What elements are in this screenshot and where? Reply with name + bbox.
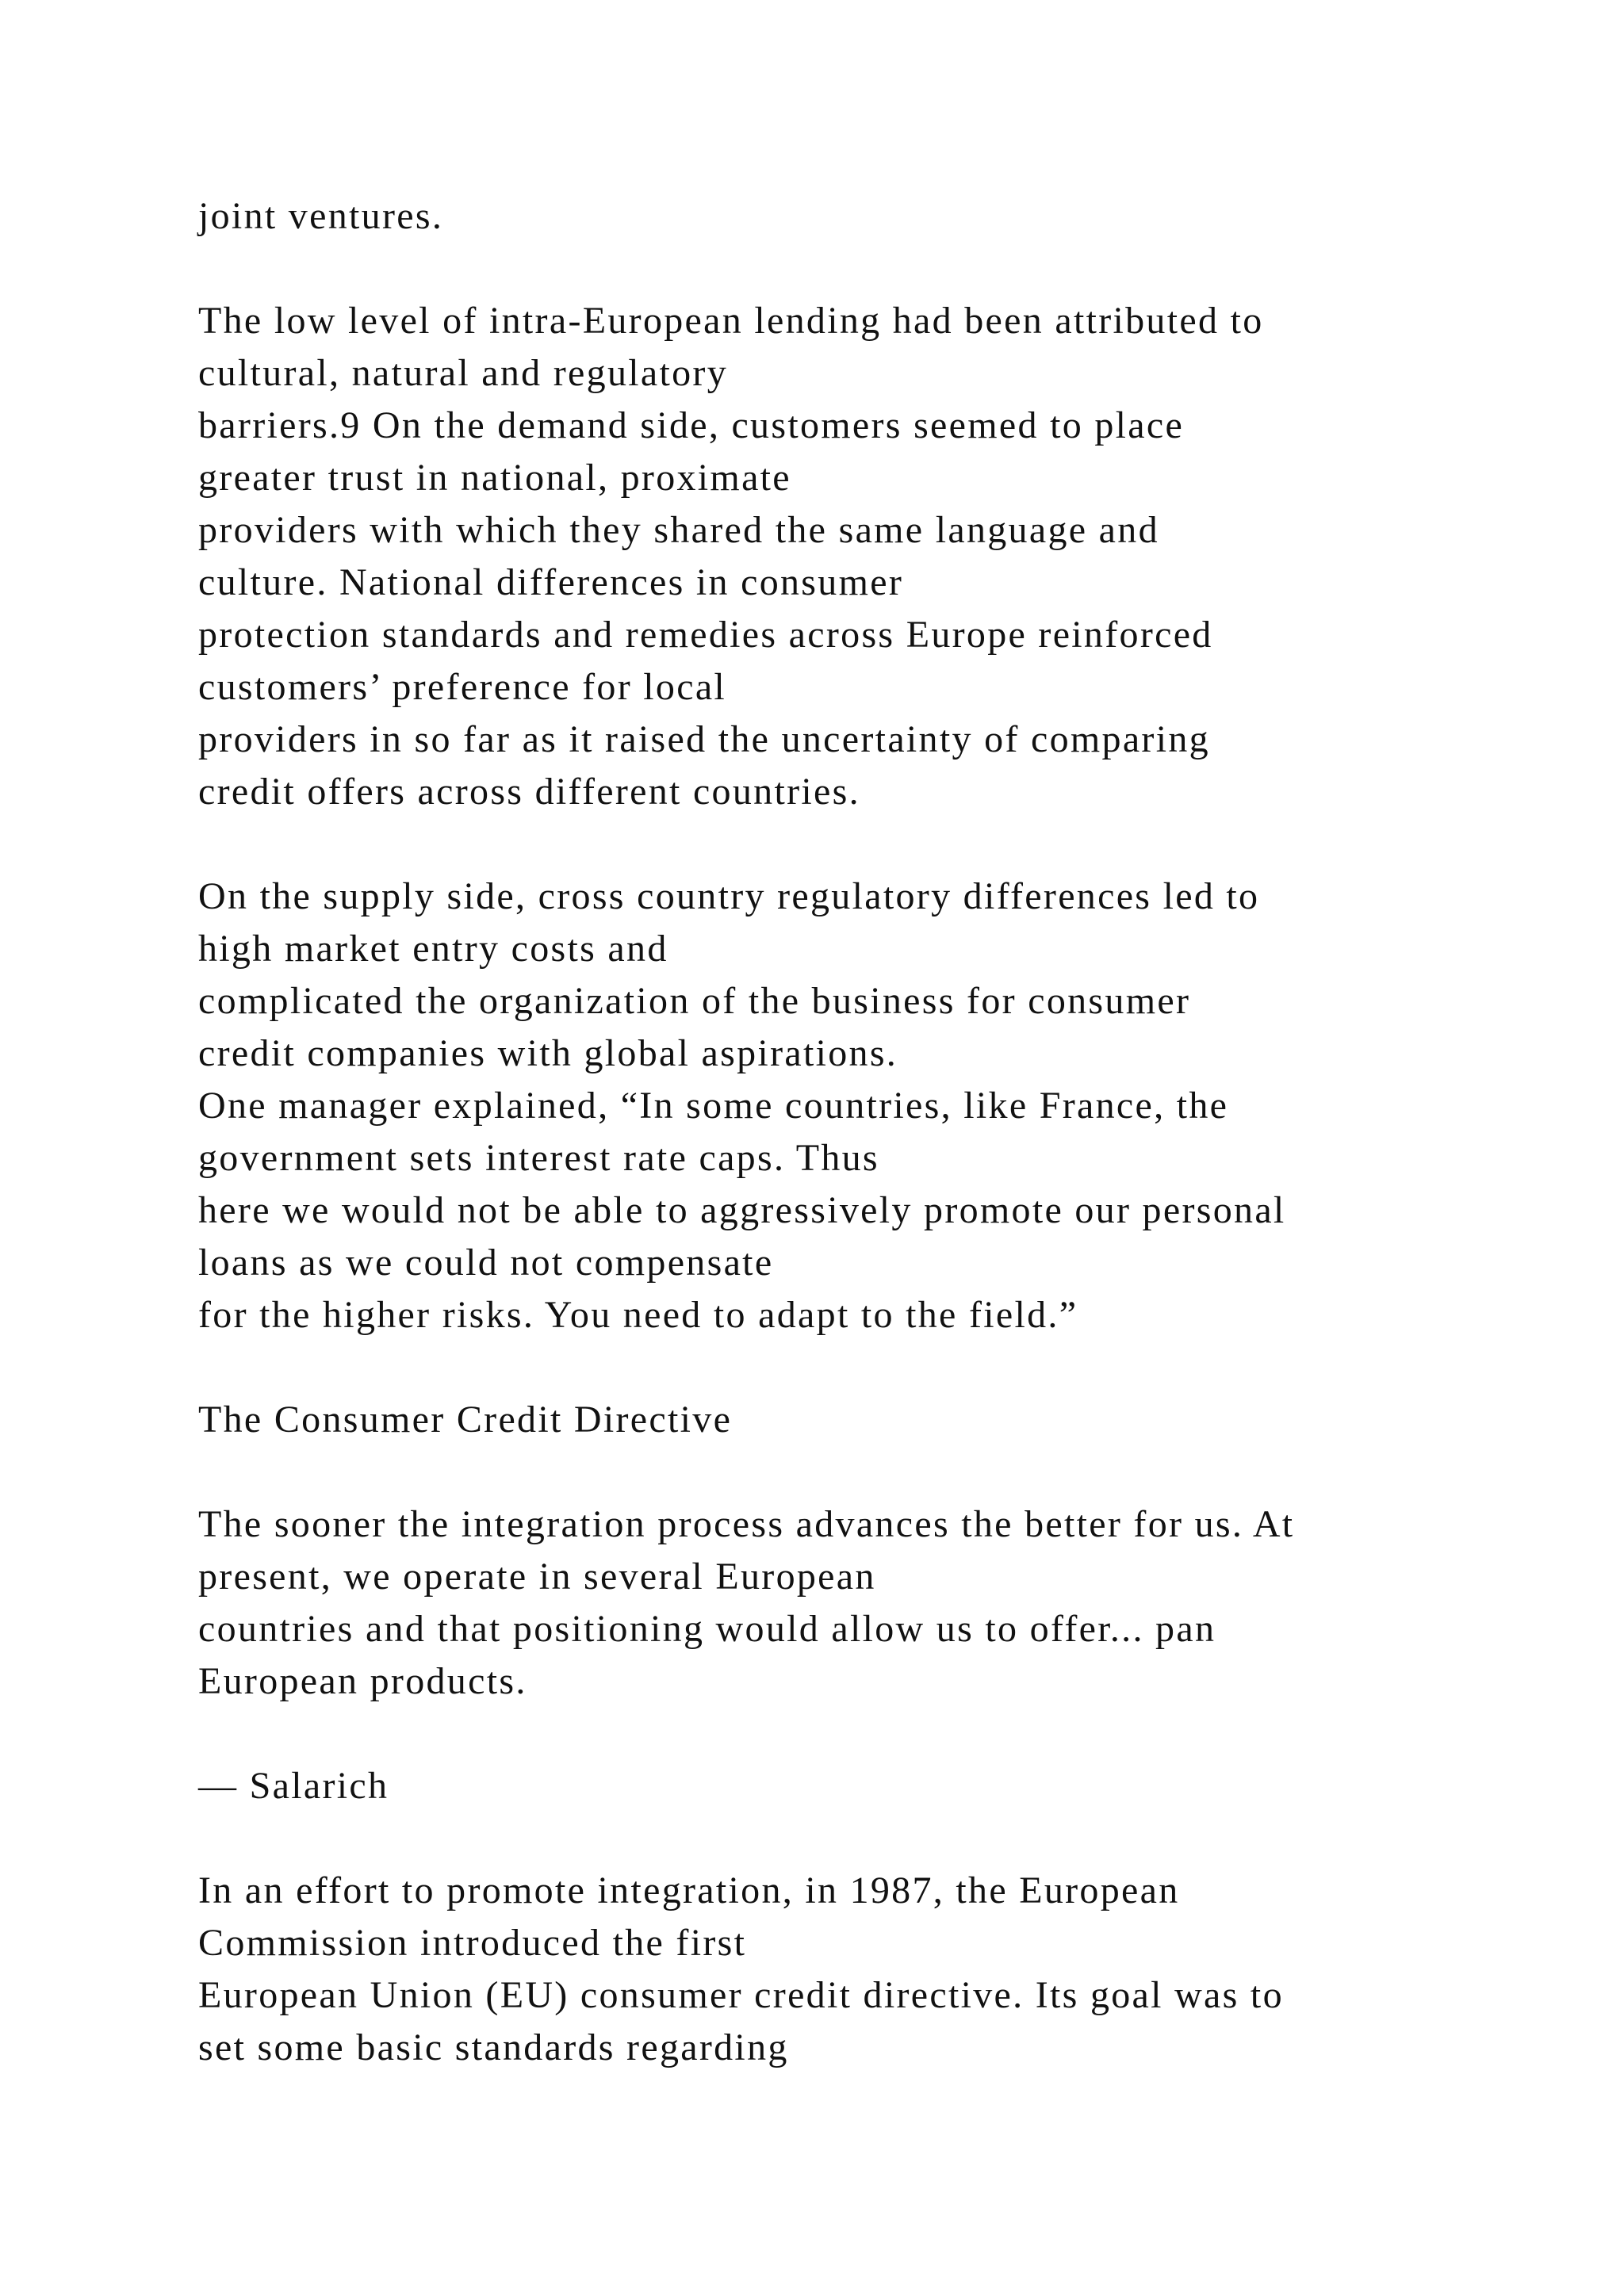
quote-line: European products. [198, 1660, 527, 1702]
text-line: On the supply side, cross country regulatory differences led to [198, 875, 1260, 917]
text-line: culture. National differences in consumer [198, 561, 904, 603]
text-line: providers in so far as it raised the uncertainty of comparing [198, 718, 1210, 760]
text-line: credit offers across different countries. [198, 771, 860, 813]
text-line: set some basic standards regarding [198, 2026, 789, 2068]
text-line: here we would not be able to aggressively promote our personal [198, 1189, 1286, 1231]
paragraph-gap [198, 1708, 1546, 1760]
text-line: joint ventures. [198, 195, 444, 237]
paragraph-gap [198, 1341, 1546, 1394]
paragraph-gap [198, 1446, 1546, 1498]
text-line: The low level of intra-European lending had been attributed to [198, 300, 1264, 342]
text-line: protection standards and remedies across Europe reinforced [198, 614, 1213, 656]
text-line: cultural, natural and regulatory [198, 352, 729, 394]
text-line: Commission introduced the first [198, 1922, 747, 1964]
section-heading: The Consumer Credit Directive [198, 1399, 733, 1441]
paragraph-gap [198, 243, 1546, 295]
text-line: European Union (EU) consumer credit directive. Its goal was to [198, 1974, 1284, 2016]
text-line: complicated the organization of the business for consumer [198, 980, 1191, 1022]
paragraph-gap [198, 1812, 1546, 1865]
quote-line: The sooner the integration process advances the better for us. At [198, 1503, 1295, 1545]
body-text [198, 190, 1546, 2074]
quote-line: countries and that positioning would allow us to offer... pan [198, 1608, 1216, 1650]
text-line: high market entry costs and [198, 928, 668, 970]
text-line: credit companies with global aspirations. [198, 1032, 898, 1074]
text-line: for the higher risks. You need to adapt to the field.” [198, 1294, 1078, 1336]
text-line: customers’ preference for local [198, 666, 727, 708]
text-line: loans as we could not compensate [198, 1242, 774, 1284]
paragraph-gap [198, 818, 1546, 871]
text-line: greater trust in national, proximate [198, 457, 791, 499]
text-line: One manager explained, “In some countries, like France, the [198, 1085, 1229, 1127]
text-line: government sets interest rate caps. Thus [198, 1137, 879, 1179]
quote-line: present, we operate in several European [198, 1556, 876, 1598]
text-line: providers with which they shared the same language and [198, 509, 1159, 551]
text-line: In an effort to promote integration, in 1987, the European [198, 1869, 1180, 1911]
text-line: barriers.9 On the demand side, customers seemed to place [198, 404, 1185, 446]
quote-attribution: — Salarich [198, 1765, 389, 1807]
